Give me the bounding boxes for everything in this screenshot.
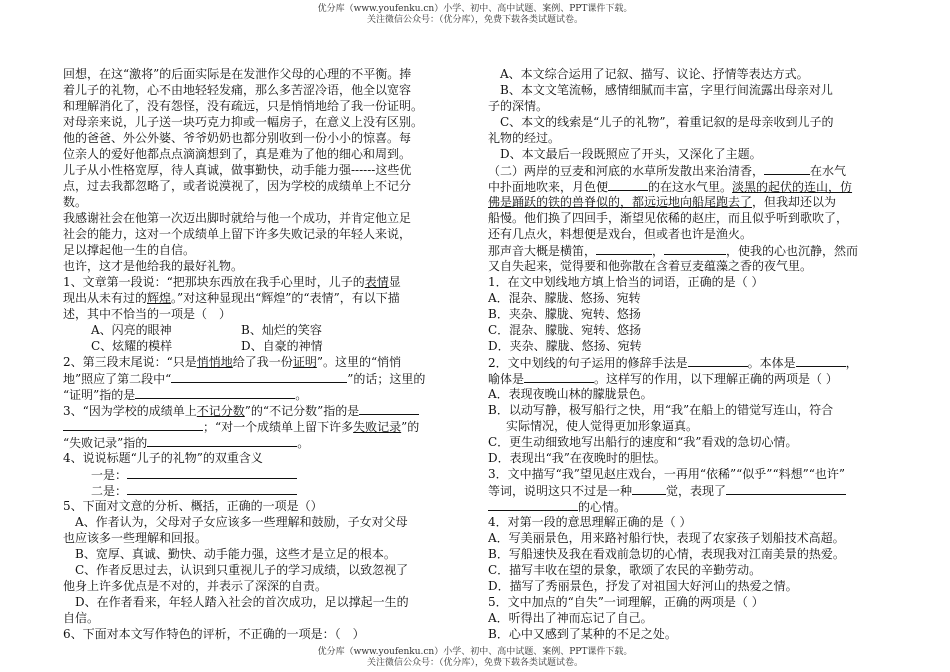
passage-line: 还有几点火，料想便是戏台，但或者也许是渔火。	[488, 227, 753, 241]
option-b: B．心中又感到了某种的不足之处。	[488, 627, 677, 641]
option-c-cont: 礼物的经过。	[488, 131, 561, 145]
option-b: B、宽厚、真诚、勤快、动手能力强，这些才是立足的根本。	[75, 547, 396, 561]
header-line-2: 关注微信公众号：（优分库），免费下载各类试题试卷。	[366, 15, 583, 25]
question-4-answer-1: 一是：	[63, 466, 463, 482]
options-row	[63, 338, 463, 354]
options-row	[63, 322, 463, 338]
question-2: 2．文中划线的句子运用的修辞手法是 。本体是 ，	[488, 356, 858, 370]
option-b: B．夹杂、朦胧、宛转、悠扬	[488, 307, 641, 321]
page-header	[0, 4, 950, 26]
option-a: A．听得出了神而忘记了自己。	[488, 611, 653, 625]
question-3-line-3: 的心情。	[488, 498, 866, 514]
text-line: 他的爸爸、外公外婆、爷爷奶奶也都分别收到一份小小的惊喜。每	[63, 131, 412, 145]
text-line: 也许，这才是他给我的最好礼物。	[63, 259, 244, 273]
text-line: 着儿子的礼物，心不由地轻轻发痛，那么多苦涩冷语，他全以宽容	[63, 83, 412, 97]
question-1: 1、文章第一段说：“把那块东西放在我手心里时，儿子的表情显	[63, 275, 401, 289]
option-c: C．描写丰收在望的景象，歌颂了农民的辛勤劳动。	[488, 563, 762, 577]
passage-line: 船慢。他们换了四回手，渐望见依稀的赵庄，而且似乎听到歌吹了，	[488, 211, 849, 225]
passage-line: 又自失起来，觉得要和他弥散在含着豆麦蕴藻之香的夜气里。	[488, 259, 813, 273]
text-line: 点，过去我都忽略了，或者说漠视了，因为学校的成绩单上不记分	[63, 179, 412, 193]
page-footer	[0, 647, 950, 669]
passage-line: （二）两岸的豆麦和河底的水草所发散出来治清香， 在水气	[488, 164, 847, 178]
header-line-1: 优分库（www.youfenku.cn）小学、初中、高中试题、案例、PPT课件下载。	[317, 4, 633, 14]
option-d: D．表现出“我”在夜晚时的胆怯。	[488, 451, 666, 465]
option-a: A．混杂、朦胧、悠扬、宛转	[488, 291, 641, 305]
answer-blank[interactable]	[764, 162, 810, 175]
text-line: 我感谢社会在他第一次迈出脚时就给与他一个成功，并肯定他立足	[63, 211, 412, 225]
answer-blank[interactable]	[632, 482, 666, 495]
answer-blank[interactable]	[608, 178, 648, 191]
underlined-word: 辉煌	[147, 291, 172, 305]
question-5: 5、下面对文意的分析、概括，正确的一项是（）	[63, 499, 323, 513]
passage-line: 那声音大概是横笛， ， ，使我的心也沉静，然而	[488, 244, 859, 258]
footer-line-2: 关注微信公众号：（优分库），免费下载各类试题试卷。	[366, 658, 583, 668]
answer-blank[interactable]	[688, 354, 748, 367]
option-a: A、闪亮的眼神	[91, 323, 172, 337]
right-column	[488, 66, 866, 642]
question-2-line-2: 喻体是 。这样写的作用，以下理解正确的两项是（ ）	[488, 372, 838, 386]
question-3-line-3: “失败记录”指的 。	[63, 436, 310, 450]
option-a: A．表现夜晚山林的朦胧景色。	[488, 387, 653, 401]
option-c: C、本文的线索是“儿子的礼物”，着重记叙的是母亲收到儿子的	[500, 115, 834, 129]
option-b: B．以动写静，极写船行之快，用“我”在船上的错觉写连山，符合	[488, 403, 834, 417]
answer-blank[interactable]	[524, 370, 594, 383]
question-4: 4、说说标题“儿子的礼物”的双重含义	[63, 451, 263, 465]
answer-blank[interactable]	[171, 370, 347, 383]
option-a: A、作者认为，父母对子女应该多一些理解和鼓励，子女对父母	[75, 515, 408, 529]
text-line: 回想，在这“激将”的后面实际是在发泄作父母的心理的不平衡。捧	[63, 67, 412, 81]
answer-blank[interactable]	[796, 354, 846, 367]
option-a: A．写美丽景色，用来路衬船行快，表现了农家孩子划船技术高超。	[488, 531, 845, 545]
answer-blank[interactable]	[359, 402, 419, 415]
question-1-line-2: 现出从未有过的辉煌。”对这种显现出“辉煌”的“表情”，有以下描	[63, 291, 400, 305]
question-1: 1．在文中划线地方填上恰当的词语，正确的是（ ）	[488, 275, 764, 289]
text-line: 和理解消化了，没有怨怪，没有疏远，只是悄悄地给了我一份证明。	[63, 99, 424, 113]
option-c-cont: 他身上许多优点是不对的，并表示了深深的自责。	[63, 579, 328, 593]
question-1-line-3: 述，其中不恰当的一项是（ ）	[63, 307, 232, 321]
text-line: 位亲人的爱好他都点点滴滴想到了，真是难为了他的细心和周到。	[63, 147, 412, 161]
text-line: 足以撑起他一生的自信。	[63, 243, 196, 257]
option-a-cont: 也应该多一些理解和回报。	[63, 531, 208, 545]
option-c: C．混杂、朦胧、宛转、悠扬	[488, 323, 642, 337]
underlined-sentence: 淡黑的起伏的连山，仿	[732, 180, 853, 194]
answer-blank[interactable]	[596, 242, 652, 255]
option-c: C、作者反思过去，认识到只重视儿子的学习成绩，以致忽视了	[75, 563, 409, 577]
answer-blank[interactable]	[127, 482, 297, 495]
option-d: D、自豪的神情	[241, 339, 323, 353]
option-b-cont: 实际情况，使人觉得更加形象逼真。	[506, 419, 699, 433]
option-d-cont: 自信。	[63, 611, 100, 625]
option-b: B、本文文笔流畅，感情细腻而丰富，字里行间流露出母亲对儿	[500, 83, 833, 97]
option-d: D．描写了秀丽景色，抒发了对祖国大好河山的热爱之情。	[488, 579, 798, 593]
question-3-line-2: ；“对一个成绩单上留下许多失败记录”的	[63, 418, 463, 434]
answer-blank[interactable]	[127, 466, 297, 479]
answer-blank[interactable]	[664, 242, 726, 255]
question-3-line-2: 等词，说明这只不过是一种 觉，表现了	[488, 482, 866, 498]
underlined-sentence: 佛是踊跃的铁的兽脊似的，都远远地向船尾跑去了	[488, 195, 753, 209]
answer-blank[interactable]	[147, 434, 297, 447]
option-b-cont: 子的深情。	[488, 99, 549, 113]
answer-blank[interactable]	[726, 482, 846, 495]
answer-blank[interactable]	[135, 386, 295, 399]
option-c: C．更生动细致地写出船行的速度和“我”看戏的急切心情。	[488, 435, 798, 449]
answer-blank[interactable]	[63, 418, 203, 431]
passage-line: 佛是踊跃的铁的兽脊似的，都远远地向船尾跑去了，但我却还以为	[488, 195, 837, 209]
footer-line-1: 优分库（www.youfenku.cn）小学、初中、高中试题、案例、PPT课件下载。	[317, 647, 633, 657]
left-column	[63, 66, 463, 642]
option-b: B．写船速快及我在看戏前急切的心情，表现我对江南美景的热爱。	[488, 547, 845, 561]
question-3: 3、“因为学校的成绩单上不记分数”的“不记分数”指的是	[63, 402, 463, 418]
text-line: 对母亲来说，儿子送一块巧克力抑或一幅房子，在意义上没有区别。	[63, 115, 424, 129]
question-2-line-3: “证明”指的是 。	[63, 388, 308, 402]
passage-line: 中扑面地吹来，月色便 的在这水气里。淡黑的起伏的连山，仿	[488, 180, 853, 194]
question-4: 4．对第一段的意思理解正确的是（ ）	[488, 515, 692, 529]
question-6: 6、下面对本文写作特色的评析，不正确的一项是：（ ）	[63, 627, 365, 641]
option-d: D．夹杂、朦胧、悠扬、宛转	[488, 339, 642, 353]
option-d: D、在作者看来，年轻人踏入社会的首次成功，足以撑起一生的	[75, 595, 409, 609]
question-2: 2、第三段末尾说：“只是悄悄地给了我一份证明”。这里的“悄悄	[63, 355, 402, 369]
option-b: B、灿烂的笑容	[241, 323, 322, 337]
question-3: 3．文中描写“我”望见赵庄戏台，一再用“依稀”“似乎”“料想”“也许”	[488, 467, 845, 481]
underlined-word: 表情	[364, 275, 389, 289]
question-2-line-2: 地”照应了第二段中“ ”的话；这里的	[63, 372, 426, 386]
answer-blank[interactable]	[488, 498, 578, 511]
question-4-answer-2: 二是：	[63, 482, 463, 498]
question-5: 5．文中加点的“自失”一词理解，正确的两项是（ ）	[488, 595, 764, 609]
text-line: 社会的能力，这对一个成绩单上留下许多失败记录的年轻人来说，	[63, 227, 412, 241]
option-c: C、炫耀的模样	[91, 339, 173, 353]
text-line: 儿子从小性格宽厚，待人真诚，做事勤快，动手能力强------这些优	[63, 163, 412, 177]
text-line: 数。	[63, 195, 88, 209]
option-a: A、本文综合运用了记叙、描写、议论、抒情等表达方式。	[500, 67, 809, 81]
option-d: D、本文最后一段既照应了开头，又深化了主题。	[500, 147, 762, 161]
